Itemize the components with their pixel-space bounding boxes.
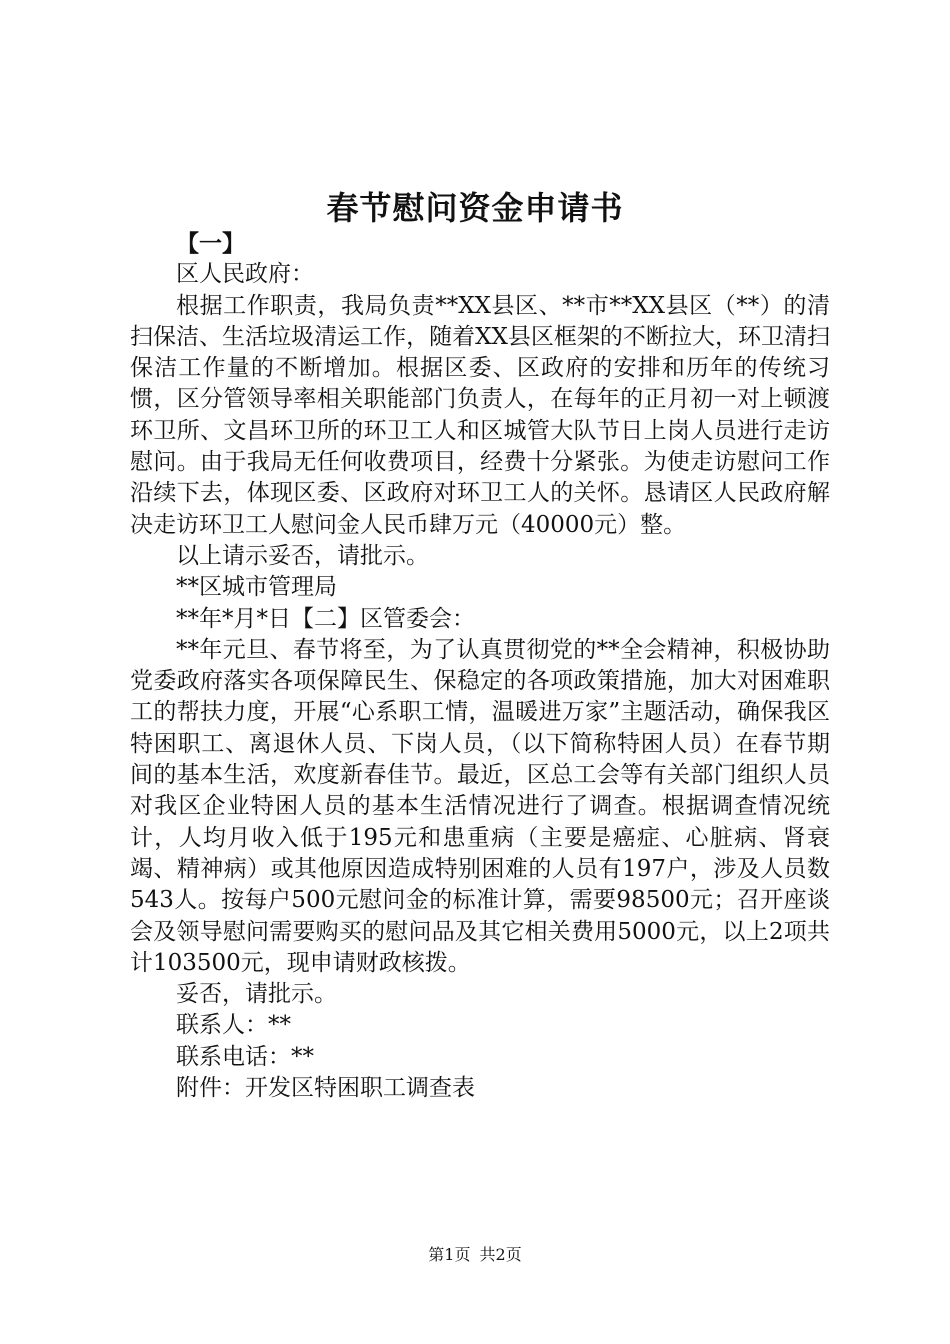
page-footer <box>0 1244 950 1266</box>
document-body <box>130 228 830 1104</box>
document-title: 春节慰问资金申请书 <box>326 189 624 227</box>
date-and-section-two-heading: **年*月*日【二】区管委会： <box>176 605 475 632</box>
request-two-closing: 妥否，请批示。 <box>176 981 337 1008</box>
request-one-signature: **区城市管理局 <box>176 574 337 601</box>
page-total: 共2页 <box>479 1245 522 1264</box>
salutation-district-government: 区人民政府： <box>176 261 314 288</box>
request-one-body: 根据工作职责，我局负责**XX县区、**市**XX县区（**）的清扫保洁、生活垃圾清运工作，随着XX县区框架的不断拉大，环卫清扫保洁工作量的不断增加。根据区委、区政府的安排和历年的传统习惯，区分管领导率相关职能部门负责人，在每年的正月初一对上顿渡环卫所、文昌环卫所的环卫工人和区城管大队节日上岗人员进行走访慰问。由于我局无任何收费项目，经费十分紧张。为使走访慰问工作沿续下去，体现区委、区政府对环卫工人的关怀。恳请区人民政府解决走访环卫工人慰问金人民币肆万元（40000元）整。 <box>130 292 830 538</box>
request-one-closing: 以上请示妥否，请批示。 <box>176 542 429 569</box>
attachment-line: 附件：开发区特困职工调查表 <box>176 1075 475 1102</box>
request-two-body: **年元旦、春节将至，为了认真贯彻党的**全会精神，积极协助党委政府落实各项保障民生、保稳定的各项政策措施，加大对困难职工的帮扶力度，开展“心系职工情，温暖进万家”主题活动，确保我区特困职工、离退休人员、下岗人员，（以下简称特困人员）在春节期间的基本生活，欢度新春佳节。最近，区总工会等有关部门组织人员对我区企业特困人员的基本生活情况进行了调查。根据调查情况统计，人均月收入低于195元和患重病（主要是癌症、心脏病、肾衰竭、精神病）或其他原因造成特别困难的人员有197户，涉及人员数543人。按每户500元慰问金的标准计算，需要98500元；召开座谈会及领导慰问需要购买的慰问品及其它相关费用5000元，以上2项共计103500元，现申请财政核拨。 <box>130 636 830 976</box>
contact-person: 联系人：** <box>176 1012 291 1039</box>
section-one-label: 【一】 <box>176 230 245 257</box>
contact-phone: 联系电话：** <box>176 1043 314 1070</box>
page-number: 第1页 <box>428 1245 471 1264</box>
